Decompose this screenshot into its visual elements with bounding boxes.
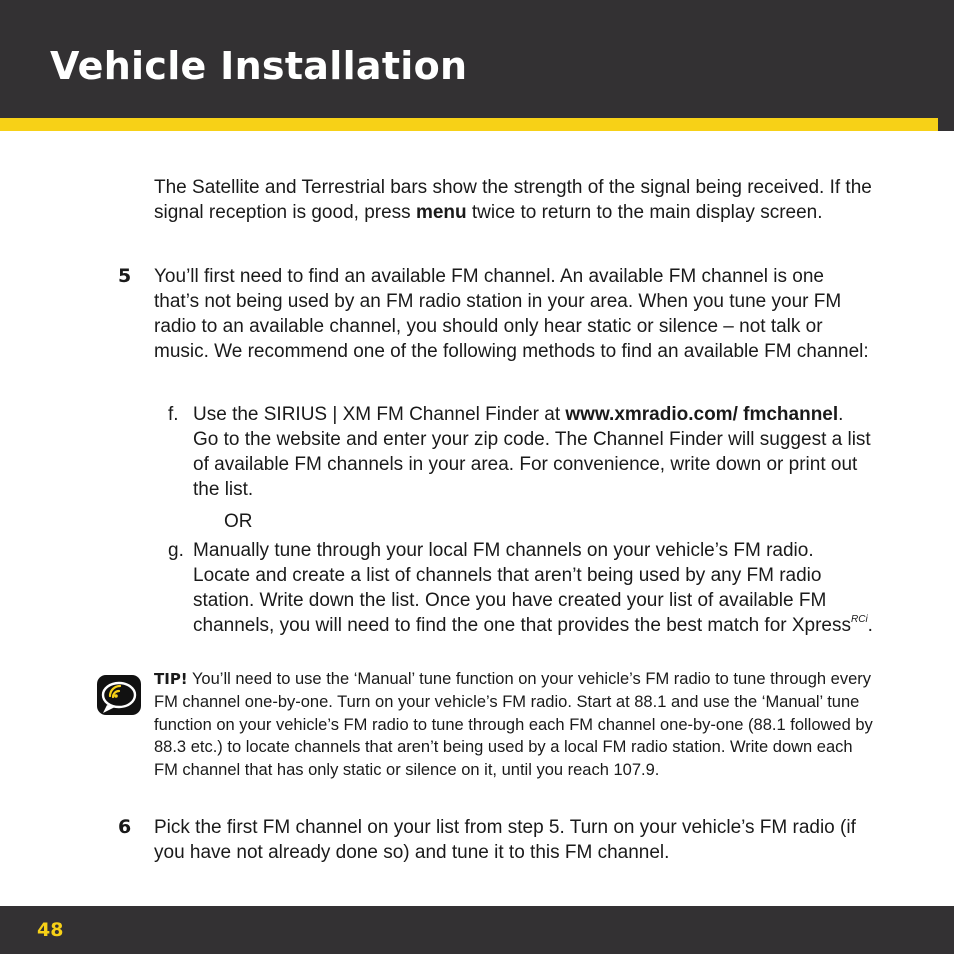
step-6-text: Pick the first FM channel on your list from step 5. Turn on your vehicle’s FM radio (if you have not already done so) and tune it to this FM channel. (154, 817, 856, 863)
accent-bar-notch (938, 118, 954, 131)
option-g-text: Manually tune through your local FM channels on your vehicle’s FM radio. Locate and create a list of channels that aren’t being used by any FM radio station. Write down the list. Once you have created your list of available FM channels, you will need to find the one that provides the best match for Xpress$^{RCi}$. (193, 540, 873, 636)
speech-bubble-icon (96, 672, 142, 718)
step-6-number: 6 (118, 816, 132, 838)
option-f-text: Use the SIRIUS | XM FM Channel Finder at www.xmradio.com/ fmchannel. Go to the website and enter your zip code. The Channel Finder will suggest a list of available FM channels in your area. For convenience, write down or print out the list. (193, 404, 871, 500)
accent-bar (0, 118, 954, 131)
menu-keyword: menu (415, 202, 467, 223)
page-title: Vehicle Installation (50, 44, 468, 88)
xpress-superscript: RCi (851, 614, 868, 625)
tip-label: TIP! (154, 670, 188, 688)
page-number: 48 (37, 919, 64, 941)
channel-finder-link[interactable]: www.xmradio.com/ fmchannel (565, 404, 839, 425)
option-g-marker: g. (168, 540, 184, 561)
step-5-number: 5 (118, 265, 132, 287)
step-5-text: You’ll first need to find an available FM channel. An available FM channel is one that’s not being used by an FM radio station in your area. When you tune your FM radio to an available channel, you should only hear static or silence – not talk or music. We recommend one of the following methods to find an available FM channel: (154, 266, 869, 362)
option-f-marker: f. (168, 404, 179, 425)
tip-text: TIP! You’ll need to use the ‘Manual’ tune function on your vehicle’s FM radio to tune through every FM channel one-by-one. Turn on your vehicle’s FM radio. Start at 88.1 and use the ‘Manual’ tune function on your vehicle’s FM radio to tune through each FM channel one-by-one (88.1 followed by 88.3 etc.) to locate channels that aren’t being used by a local FM radio station. Write down each FM channel that has only static or silence on it, until you reach 107.9. (154, 670, 873, 780)
page-footer (0, 906, 954, 954)
intro-paragraph: The Satellite and Terrestrial bars show the strength of the signal being received. If the signal reception is good, press menu twice to return to the main display screen. (154, 177, 872, 223)
or-separator: OR (224, 511, 253, 532)
